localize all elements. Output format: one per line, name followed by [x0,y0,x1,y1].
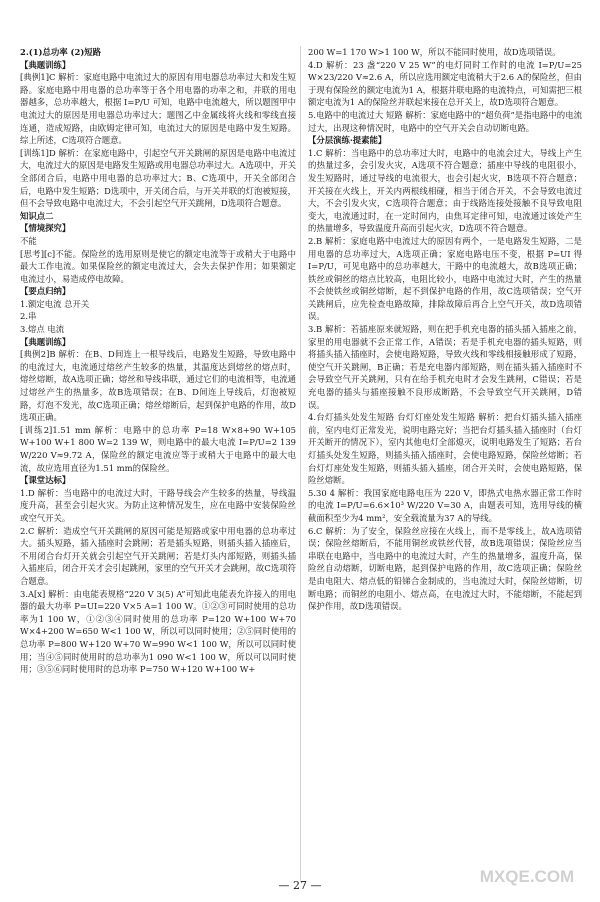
practice-1: 1.C 解析：当电路中的总功率过大时，电路中的电流会过大，导线上产生的热量过多，会引发火灾，A选项不符合题意；插座中导线的电阻很小，发生短路时，通过导线的电流很大，也会引起火灾，B选项不符合题意；开关接在火线上，开关内两根线相碰，相当于闭合开关，不会导致电流过大，不会引发火灾，C选项符合题意；由于线路连接处接触不良导致电阻变大，电流通过时，在一定时间内，由焦耳定律可知，电流通过该处产生的热量增多，导致温度升高而引起火灾，D选项不符合题意。 [308,147,582,234]
scenario-answer: 不能 [20,235,37,246]
class-check-4: 4.D 解析：23 盏“220 V 25 W”的电灯同时工作时的电流 I=P/U=25 W×23/220 V≈2.6 A，所以应选用额定电流稍大于2.6 A的保险丝，但由于现有保险丝的额定电流为1 A，根据并联电路的电流特点，可知需把三根额定电流为1 A的保险丝并联起来接在总开关上，故D选项符合题意。 [308,59,582,108]
answer-2: 2.(1)总功率 (2)短路 [20,47,102,57]
class-check-5: 5.电路中的电流过大 短路 解析：家庭电路中的“超负荷”是指电路中的电流过大，出现这种情况时，电路中的空气开关会自动切断电路。 [308,109,582,133]
practice-5: 5.30 4 解析：我国家庭电路电压为 220 V，即热式电热水器正常工作时的电流 I=P/U=6.6×10³ W/220 V=30 A，由题表可知，选用导线的横截面积至少为4 mm²，安全载流量为37 A的导线。 [308,487,582,523]
section-heading-scenario: 【情境探究】 [20,223,71,234]
training-1-solution: [训练1]D 解析：在家庭电路中，引起空气开关跳闸的原因是电路中电流过大，电流过大的原因是电路发生短路或用电器总功率过大。A选项中，开关全部闭合后，电路中用电器的总功率过大；B、C选项中，开关全部闭合后，电路中发生短路；D选项中，开关闭合后，与开关并联的灯泡被短接，但不会导致电路中电流过大，不会引起空气开关跳闸，D选项符合题意。 [20,147,296,209]
key-point-1: 1.额定电流 总开关 [20,298,90,309]
section-heading-typical-training: 【典题训练】 [20,59,71,70]
key-point-3: 3.熔点 电流 [20,324,65,335]
class-check-2: 2.C 解析：造成空气开关跳闸的原因可能是短路或家中用电器的总功率过大。插头短路，插入插座时会跳闸；若是插头短路，则插头插入插座后，不用闭合台灯开关就会引起空气开关跳闸；若是灯头内部短路，则插头插入插座后，闭合开关才会引起跳闸，家里的空气开关才会跳闸，故C选项符合题意。 [20,525,296,586]
practice-4: 4.台灯插头处发生短路 台灯灯座处发生短路 解析：把台灯插头插入插座前，室内电灯正常发光，说明电路完好；当把台灯插头插入插座时（台灯开关断开的情况下），室内其他电灯全部熄灭，说明电路发生了短路；若台灯插头处发生短路，则插头插入插座时，会使电路短路，保险丝熔断；若台灯灯座处发生短路，则插头插入插座，闭合开关时，会使电路短路，保险丝熔断。 [308,412,582,486]
column-divider [300,46,301,882]
practice-2: 2.B 解析：家庭电路中电流过大的原因有两个，一是电路发生短路，二是用电器的总功率过大，A选项正确；家庭电路电压不变，根据 P=UI 得 I=P/U，可见电路中的总功率越大，干路中的电流越大，故B选项正确；铁丝或铜丝的熔点比较高，电阻比较小，电路中电流过大时，产生的热量不会使铁丝或铜丝熔断，起不到保护电路的作用，故C选项错误；空气开关跳闸后，应先检查电路故障，排除故障后再合上空气开关，故D选项错误。 [308,235,582,322]
practice-3: 3.B 解析：若插座原来就短路，则在把手机充电器的插头插入插座之前，家里的用电器就不会正常工作，A错误；若是手机充电器的插头短路，则将插头插入插座时，会使电路短路，导致火线和零线相接触形成了短路，使空气开关跳闸，B正确；若是充电器内部短路，则在插头插入插座时不会导致空气开关跳闸，只有在给手机充电时才会发生跳闸，C错误；若是充电器的插头与插座接触不良形成断路，不会导致空气开关跳闸，D错误。 [308,324,582,410]
watermark-text: MXQE.COM [479,867,575,886]
class-check-3: 3.A[x] 解析：由电能表规格“220 V 3(5) A”可知此电能表允许接入的用电器的最大功率 P=UI=220 V×5 A=1 100 W。①②③可同时使用的总功率为1 100 W，①②③④同时使用的总功率 P=120 W+100 W+70 W×4+200 W=650 W<1 100 W，所以可以同时使用；②⑤同时使用的总功率 P=800 W+120 W+70 W=990 W<1 100 W，所以可以同时使用；当④⑤同时使用时的总功率为1 090 W<1 100 W，所以可以同时使用；③⑤⑥同时使用时的总功率 P=750 W+120 W+100 W+ [20,588,296,675]
example-1-solution: [典例1]C 解析：家庭电路中电流过大的原因有用电器总功率过大和发生短路。家庭电路中用电器的总功率等于各个用电器的功率之和，并联的用电器越多，总功率越大，根据 I=P/U 可知，电路中电流越大，所以题图甲中电流过大的原因是用电器总功率过大；题图乙中金属线将火线和零线直接连通，造成短路，由欧姆定律可知，电流过大的原因是电路中发生短路。综上所述，C选项符合题意。 [20,72,296,146]
class-check-3-continued: 200 W=1 170 W>1 100 W，所以不能同时使用，故D选项错误。 [308,47,561,57]
left-column [20,46,296,882]
section-heading-typical-training-2: 【典题训练】 [20,336,71,347]
knowledge-point-2-heading: 知识点二 [20,210,54,221]
example-2-solution: [典例2]B 解析：在B、D间连上一根导线后，电路发生短路，导致电路中的电流过大，电流通过熔丝产生较多的热量，其温度达到熔丝的熔点时，熔丝熔断，故A选项正确；熔丝和导线串联，通过它们的电流相等，电流通过熔丝产生的热量多，故B选项错误；在B、D间连上导线后，灯泡被短路，灯泡不发光，故C选项正确；熔丝熔断后，起到保护电路的作用，故D选项正确。 [20,349,296,423]
section-heading-key-points: 【要点归纳】 [20,286,71,297]
key-point-2: 2.串 [20,311,37,322]
practice-6: 6.C 解析：为了安全，保险丝应接在火线上，而不是零线上，故A选项错误；保险丝熔断后，不能用铜丝或铁丝代替，故B选项错误；保险丝应当串联在电路中，当电路中的电流过大时，产生的热量增多，温度升高，保险丝自动熔断，切断电路，起到保护电路的作用，故C选项正确；保险丝是由电阻大、熔点低的铅锑合金制成的，当电流过大时，保险丝熔断，切断电路；而铜丝的电阻小、熔点高，在电流过大时，不能熔断，不能起到保护作用，故D选项错误。 [308,525,582,612]
training-2-solution: [训练2]1.51 mm 解析：电路中的总功率 P=18 W×8+90 W+105 W+100 W+1 800 W=2 139 W，则电路中的最大电流 I=P/U=2 139 W/220 V≈9.72 A，保险丝的额定电流应等于或稍大于电路中的最大电流，故应选用直径为1.51 mm的保险丝。 [20,424,296,473]
class-check-1: 1.D 解析：当电路中的电流过大时，干路导线会产生较多的热量，导线温度升高，甚至会引起火灾。为防止这种情况发生，应在电路中安装保险丝或空气开关。 [20,487,296,523]
think-answer: [思考][c]不能。保险丝的选用原则是使它的额定电流等于或稍大于电路中最大工作电流。如果保险丝的额定电流过大，会失去保护作用；如果额定电流过小，易造成停电故障。 [20,248,296,284]
watermark-logo [472,850,582,896]
section-heading-layered-practice: 【分层演练·提素能】 [308,135,387,146]
section-heading-class-check: 【课堂达标】 [20,475,71,486]
page-number: — 27 — [278,879,322,892]
right-column [308,46,582,882]
